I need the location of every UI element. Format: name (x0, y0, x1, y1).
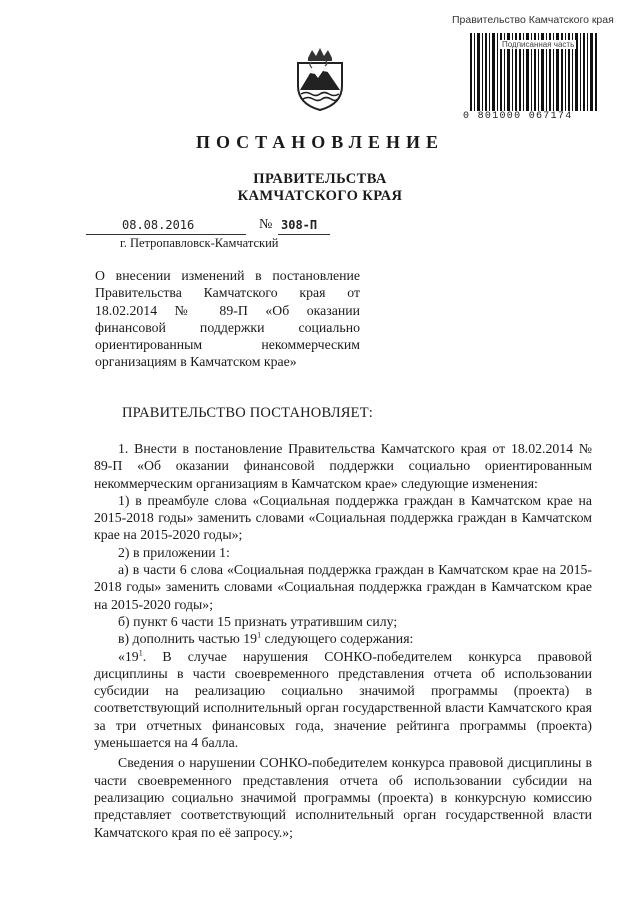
paragraph-3: 2) в приложении 1: (118, 544, 230, 560)
paragraph-2: 1) в преамбуле слова «Социальная поддержка граждан в Камчатском крае на 2015-2018 годы» заменить словами «Социальная поддержка граждан в Камчатском крае на 2015-2020 годы»; (94, 492, 592, 543)
number-sign: № (259, 217, 273, 232)
paragraph-7 (94, 648, 592, 752)
document-subject: О внесении изменений в постановление Правительства Камчатского края от 18.02.2014 № 89-П «Об оказании финансовой поддержки социально ориентированным некоммерческим организациям в Камчатском крае» (95, 268, 360, 370)
paragraph-6 (94, 630, 592, 647)
paragraph-6-text: в) дополнить частью 19 (118, 631, 258, 647)
document-title: ПОСТАНОВЛЕНИЕ (195, 132, 445, 152)
paragraph-4: а) в части 6 слова «Социальная поддержка граждан в Камчатском крае на 2015-2018 годы» заменить словами «Социальная поддержка граждан в Камчатском крае на 2015-2020 годы»; (94, 562, 592, 612)
stamp-organization: Правительство Камчатского края (452, 14, 614, 26)
document-city: г. Петропавловск-Камчатский (120, 236, 279, 250)
document-body (94, 440, 592, 841)
stamp-part: Подписанная часть (502, 40, 575, 49)
paragraph-1: 1. Внести в постановление Правительства Камчатского края от 18.02.2014 № 89-П «Об оказании финансовой поддержки социально ориентированным некоммерческим организациям в Камчатском крае» следующие изменения: (94, 441, 592, 491)
paragraph-7-superscript: 1 (138, 647, 143, 657)
document-date: 08.08.2016 (122, 218, 195, 232)
paragraph-5: б) пункт 6 части 15 признать утратившим силу; (118, 613, 398, 629)
resolve-heading: ПРАВИТЕЛЬСТВО ПОСТАНОВЛЯЕТ: (122, 405, 374, 421)
document-number: 308-П (281, 218, 318, 232)
issuer-line-1: ПРАВИТЕЛЬСТВА (253, 171, 387, 187)
paragraph-6-superscript: 1 (257, 630, 262, 640)
issuer-line-2: КАМЧАТСКОГО КРАЯ (237, 188, 403, 204)
paragraph-7-text: «19 (118, 648, 139, 664)
paragraph-8: Сведения о нарушении СОНКО-победителем конкурса правовой дисциплины в части своевременного представления отчета об использовании субсидии на реализацию социально значимой программы (проекта) в конкурсную комиссию представляет соответствующий исполнительный орган государственной власти Камчатского края по её запросу.»; (94, 755, 592, 840)
paragraph-7-tail: . В случае нарушения СОНКО-победителем конкурса правовой дисциплины в части своевременного представления отчета об использовании субсидии на реализацию социально значимой программы (проекта) в соответствующий исполнительный орган государственной власти Камчатского края за три отчетных финансовых года, значение рейтинга программы (проекта) уменьшается на 4 балла. (94, 648, 592, 751)
coat-of-arms-emblem (290, 46, 350, 112)
paragraph-6-tail: следующего содержания: (261, 631, 414, 647)
barcode-number: 0 801000 067174 (463, 111, 573, 122)
